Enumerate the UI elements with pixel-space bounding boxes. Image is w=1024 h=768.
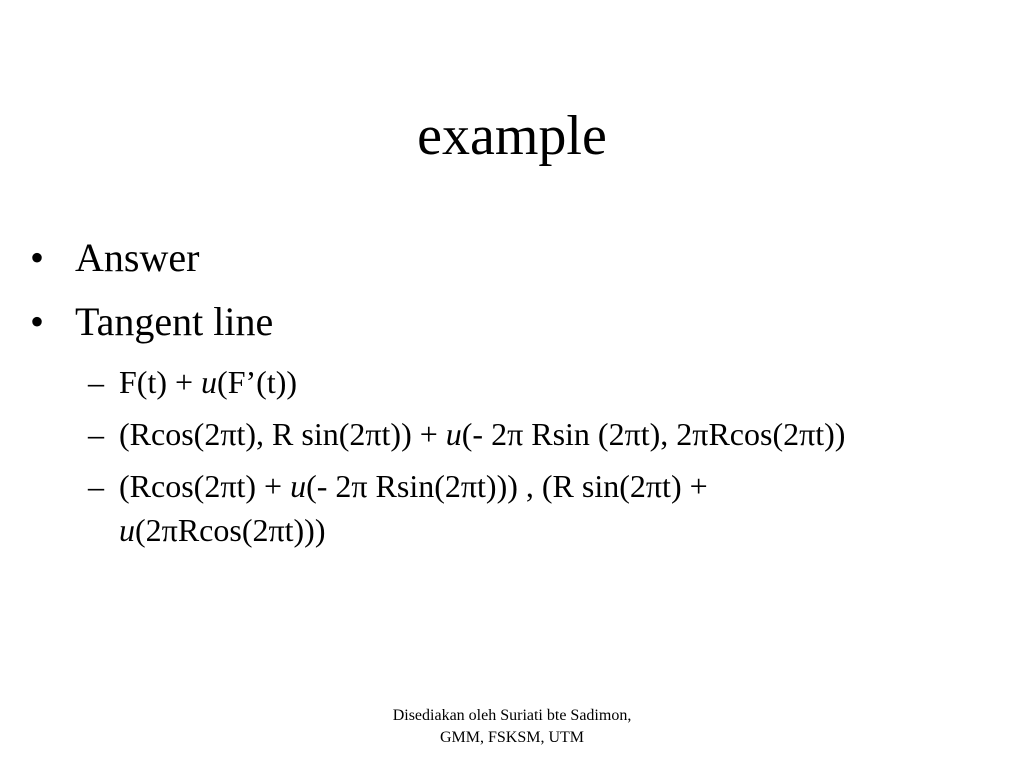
- dash-icon: –: [88, 416, 104, 452]
- slide-footer: [312, 705, 712, 749]
- formula-part: (2πRcos(2πt))): [135, 512, 326, 548]
- sub-item-text: [119, 360, 879, 404]
- dash-icon: –: [88, 364, 104, 400]
- sub-item-formula-expanded: [30, 464, 990, 552]
- formula-variable-u: u: [290, 468, 307, 504]
- bullet-item-tangent-line: [30, 290, 990, 354]
- formula-part: F(t) +: [119, 364, 202, 400]
- slide-content: [30, 226, 990, 560]
- footer-line-author: Disediakan oleh Suriati bte Sadimon,: [392, 707, 632, 724]
- sub-item-formula-general: [30, 360, 990, 404]
- slide-title: example: [417, 105, 607, 167]
- formula-part: (- 2π Rsin(2πt))) , (R sin(2πt) +: [306, 468, 708, 504]
- bullet-text: Answer: [75, 235, 200, 280]
- sub-item-text: [119, 464, 879, 552]
- formula-part: (- 2π Rsin (2πt), 2πRcos(2πt)): [461, 416, 846, 452]
- dash-icon: –: [88, 468, 104, 504]
- formula-variable-u: u: [201, 364, 218, 400]
- formula-part: (Rcos(2πt), R sin(2πt)) +: [119, 416, 446, 452]
- formula-part: (F’(t)): [217, 364, 298, 400]
- bullet-item-answer: [30, 226, 990, 290]
- bullet-text: Tangent line: [75, 299, 274, 344]
- formula-variable-u: u: [445, 416, 462, 452]
- sub-item-formula-substituted: [30, 412, 990, 456]
- bullet-icon: •: [30, 299, 45, 344]
- footer-line-affiliation: GMM, FSKSM, UTM: [439, 729, 585, 746]
- sub-item-text: [119, 412, 879, 456]
- formula-variable-u: u: [119, 512, 135, 548]
- bullet-icon: •: [30, 235, 45, 280]
- formula-part: (Rcos(2πt) +: [119, 468, 291, 504]
